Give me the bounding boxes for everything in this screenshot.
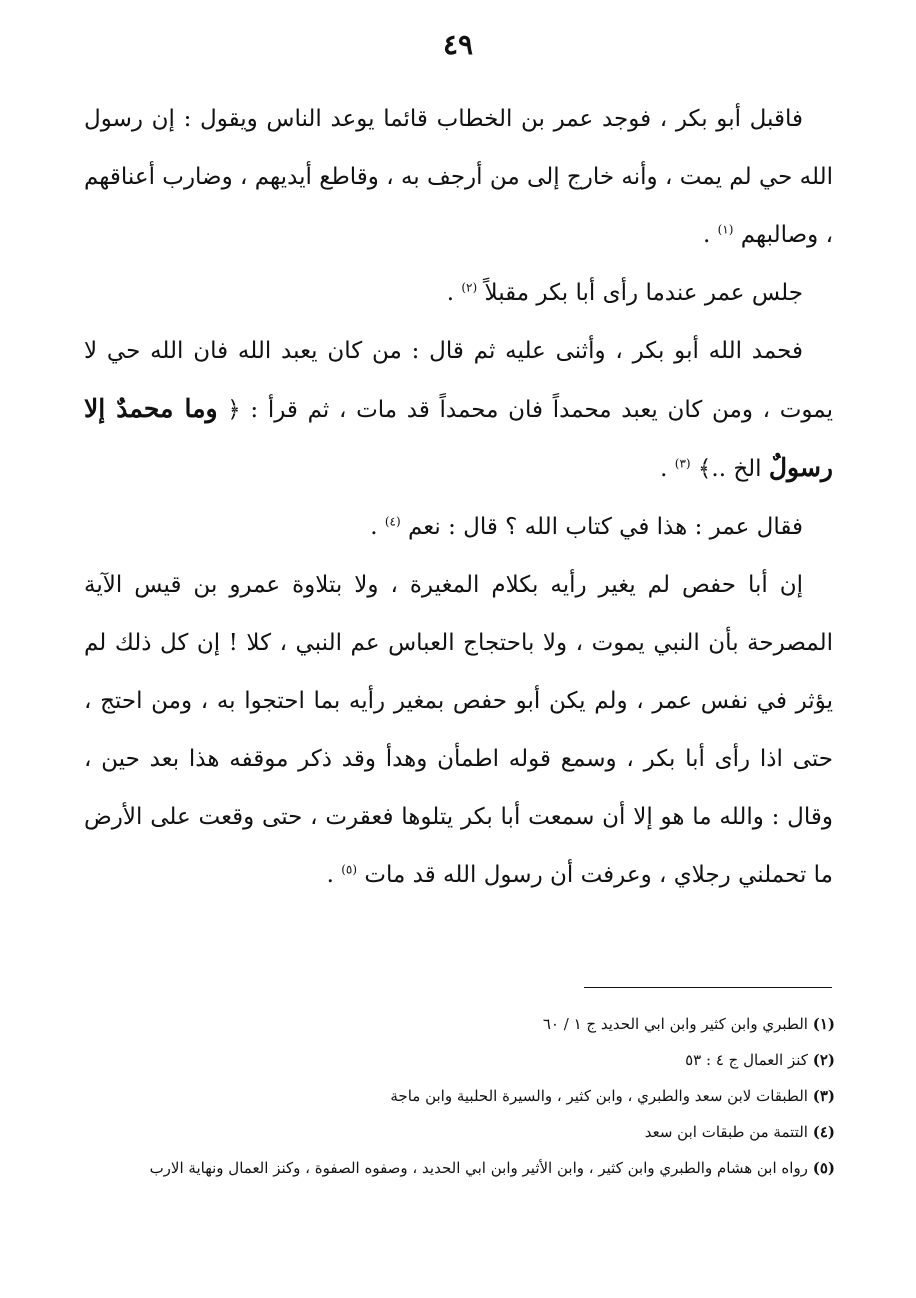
paragraph-2-text: جلس عمر عندما رأى أبا بكر مقبلاً (484, 280, 803, 306)
paragraph-4: فقال عمر : هذا في كتاب الله ؟ قال : نعم $^{(٤)}$ . (370, 514, 803, 540)
footnote-4 (100, 1114, 835, 1150)
footnote-text: الطبري وابن كثير وابن ابي الحديد ج ١ / ٦٠ (542, 1015, 808, 1033)
quran-quote: وما محمدٌ إلا رسولٌ (84, 394, 833, 482)
main-text (84, 90, 833, 904)
paragraph-1: فاقبل أبو بكر ، فوجد عمر بن الخطاب قائما يوعد الناس ويقول : إن رسول الله حي لم يمت ، وأنه خارج إلى من أرجف به ، وقاطع أيديهم ، وضارب أعناقهم ، وصالبهم $^{(١)}$ . (84, 106, 833, 248)
footnote-text: التتمة من طبقات ابن سعد (644, 1123, 808, 1141)
paragraph-5-text: إن أبا حفص لم يغير رأيه بكلام المغيرة ، ولا بتلاوة عمرو بن قيس الآية المصرحة بأن النبي يموت ، ولا باحتجاج العباس عم النبي ، كلا ! إن كل ذلك لم يؤثر في نفس عمر ، ولم يكن أبو حفص بمغير رأيه بما احتجوا به ، ومن احتج ، حتى اذا رأى أبا بكر ، وسمع قوله اطمأن وهدأ وقد ذكر موقفه هذا بعد حين ، وقال : والله ما هو إلا أن سمعت أبا بكر يتلوها فعقرت ، حتى وقعت على الأرض ما تحملني رجلاي ، وعرفت أن رسول الله قد مات (84, 572, 833, 888)
footnote-divider (584, 987, 832, 988)
footnote-text: كنز العمال ج ٤ : ٥٣ (685, 1051, 808, 1069)
paragraph-2: جلس عمر عندما رأى أبا بكر مقبلاً $^{(٢)}$ . (446, 280, 803, 306)
footnote-number: (٥) (812, 1159, 835, 1177)
footnote-number: (١) (812, 1015, 835, 1033)
footnote-number: (٢) (812, 1051, 835, 1069)
paragraph-5: إن أبا حفص لم يغير رأيه بكلام المغيرة ، ولا بتلاوة عمرو بن قيس الآية المصرحة بأن النبي يموت ، ولا باحتجاج العباس عم النبي ، كلا ! إن كل ذلك لم يؤثر في نفس عمر ، ولم يكن أبو حفص بمغير رأيه بما احتجوا به ، ومن احتج ، حتى اذا رأى أبا بكر ، وسمع قوله اطمأن وهدأ وقد ذكر موقفه هذا بعد حين ، وقال : والله ما هو إلا أن سمعت أبا بكر يتلوها فعقرت ، حتى وقعت على الأرض ما تحملني رجلاي ، وعرفت أن رسول الله قد مات $^{(٥)}$ . (84, 572, 833, 888)
footnote-number: (٣) (812, 1087, 835, 1105)
paragraph-4-text: فقال عمر : هذا في كتاب الله ؟ قال : نعم (407, 514, 803, 540)
footnote-1 (100, 1006, 835, 1042)
paragraph-3-text: فحمد الله أبو بكر ، وأثنى عليه ثم قال : من كان يعبد الله فان الله حي لا يموت ، ومن كان يعبد محمداً فان محمداً قد مات ، ثم قرأ : ﴿ (84, 338, 834, 423)
footnote-ref-4: (٤) (384, 514, 401, 529)
footnote-ref-1: (١) (717, 222, 734, 237)
footnotes (100, 1006, 835, 1186)
paragraph-1-text: فاقبل أبو بكر ، فوجد عمر بن الخطاب قائما يوعد الناس ويقول : إن رسول الله حي لم يمت ، وأنه خارج إلى من أرجف به ، وقاطع أيديهم ، وضارب أعناقهم ، وصالبهم (84, 106, 833, 248)
footnote-ref-2: (٢) (461, 280, 478, 295)
footnote-5 (100, 1150, 835, 1186)
paragraph-3: فحمد الله أبو بكر ، وأثنى عليه ثم قال : من كان يعبد الله فان الله حي لا يموت ، ومن كان يعبد محمداً فان محمداً قد مات ، ثم قرأ : ﴿ وما محمدٌ إلا رسولٌ الخ ..﴾ $^{(٣)}$ . (84, 338, 834, 482)
page-number: ٤٩ (442, 28, 474, 61)
footnote-ref-5: (٥) (341, 862, 358, 877)
footnote-text: الطبقات لابن سعد والطبري ، وابن كثير ، والسيرة الحلبية وابن ماجة (390, 1087, 808, 1105)
footnote-text: رواه ابن هشام والطبري وابن كثير ، وابن الأثير وابن ابي الحديد ، وصفوه الصفوة ، وكنز العمال ونهاية الارب (149, 1159, 808, 1177)
footnote-2 (100, 1042, 835, 1078)
footnote-ref-3: (٣) (674, 456, 691, 471)
paragraph-3-ending: الخ ..﴾ (697, 456, 762, 482)
footnote-3 (100, 1078, 835, 1114)
footnote-number: (٤) (812, 1123, 835, 1141)
